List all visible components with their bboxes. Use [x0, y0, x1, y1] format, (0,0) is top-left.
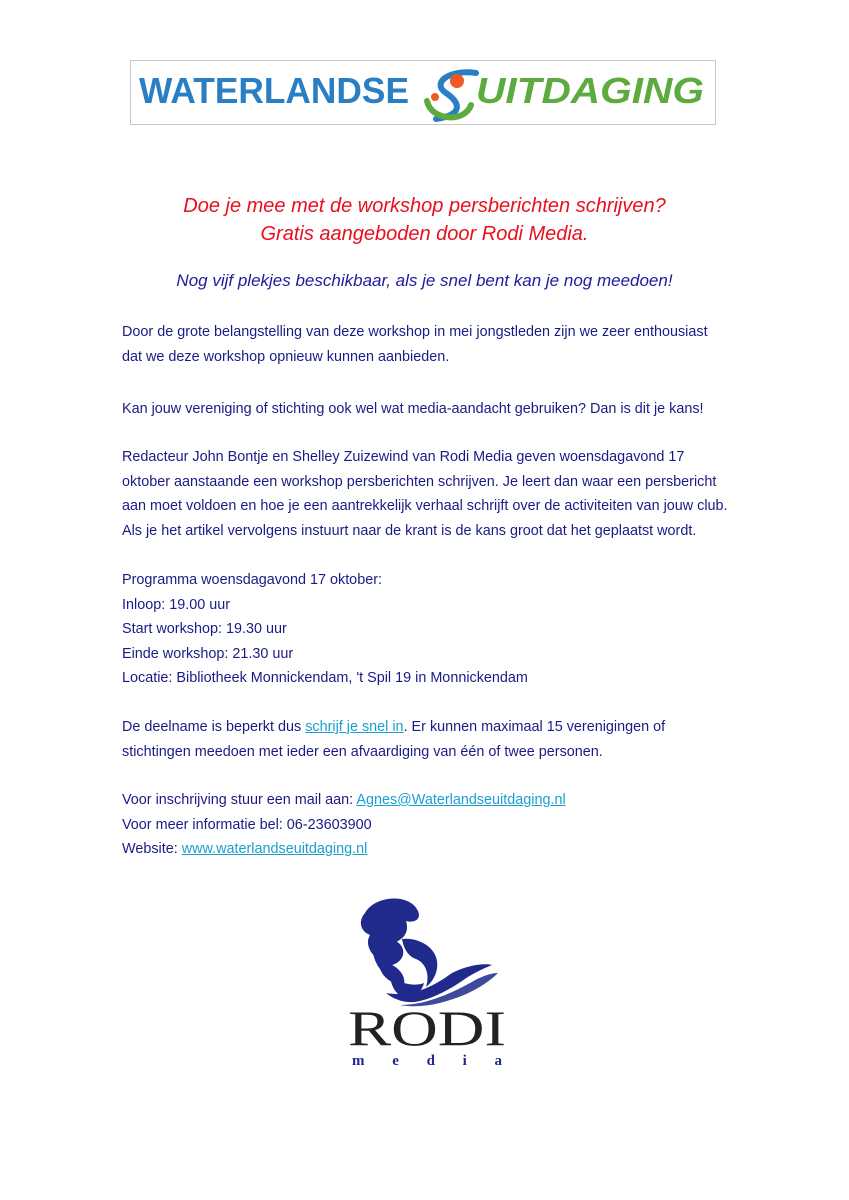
intro-line-2: dat we deze workshop opnieuw kunnen aanbieden.: [122, 348, 450, 365]
signup-link[interactable]: schrijf je snel in: [305, 719, 404, 735]
participation-line-1: [122, 715, 732, 740]
intro-line-1: Door de grote belangstelling van deze workshop in mei jongstleden zijn we zeer enthousiast: [122, 324, 708, 340]
logo-word-uitdaging: UITDAGING: [476, 70, 704, 111]
description-line-1: Redacteur John Bontje en Shelley Zuizewind van Rodi Media geven woensdagavond 17: [122, 449, 685, 465]
contact-phone-line: Voor meer informatie bel: 06-23603900: [122, 816, 372, 833]
participation-text-before: De deelname is beperkt dus: [122, 719, 306, 735]
waterlandse-logo-graphic: [131, 61, 715, 124]
mail-label: Voor inschrijving stuur een mail aan:: [122, 792, 357, 808]
question-paragraph: [122, 397, 732, 422]
participation-line-2: stichtingen meedoen met ieder een afvaardiging van één of twee personen.: [122, 743, 603, 760]
question-line: Kan jouw vereniging of stichting ook wel wat media-aandacht gebruiken? Dan is dit je kans!: [122, 401, 704, 417]
description-line-4: Als je het artikel vervolgens instuurt naar de krant is de kans groot dat het geplaatst wordt.: [122, 522, 697, 539]
availability-note: Nog vijf plekjes beschikbaar, als je snel bent kan je nog meedoen!: [176, 271, 673, 290]
program-end: Einde workshop: 21.30 uur: [122, 645, 294, 662]
program-section: [122, 568, 732, 691]
waterlandse-uitdaging-logo: [130, 60, 716, 125]
participation-paragraph: [122, 715, 732, 764]
headline-line-1: Doe je mee met de workshop persberichten schrijven?: [183, 195, 666, 217]
website-link[interactable]: www.waterlandseuitdaging.nl: [181, 841, 368, 857]
logo-swirl-icon: [427, 72, 476, 119]
rodi-logo-graphic: [340, 893, 515, 1073]
description-line-3: aan moet voldoen en hoe je een aantrekkelijk verhaal schrijft over de activiteiten van jouw club.: [122, 498, 728, 514]
contact-section: [122, 788, 732, 862]
rodi-media-sub: m e d i a: [352, 1053, 502, 1069]
description-line-2: oktober aanstaande een workshop persberichten schrijven. Je leert dan waar een persbericht: [122, 473, 717, 490]
program-location: Locatie: Bibliotheek Monnickendam, 't Spil 19 in Monnickendam: [122, 670, 528, 686]
program-title: Programma woensdagavond 17 oktober:: [122, 572, 382, 588]
rodi-media-logo: [340, 893, 515, 1073]
email-link[interactable]: Agnes@Waterlandseuitdaging.nl: [356, 792, 566, 808]
description-paragraph: [122, 445, 732, 543]
logo-word-waterlandse: WATERLANDSE: [139, 70, 409, 111]
contact-website-line: [122, 837, 732, 862]
rodi-faces-icon: [361, 898, 498, 1006]
website-label: Website:: [122, 841, 182, 857]
program-start: Start workshop: 19.30 uur: [122, 621, 287, 637]
rodi-wordmark: RODI: [348, 1000, 506, 1056]
headline-line-2: Gratis aangeboden door Rodi Media.: [260, 223, 589, 245]
program-inloop: Inloop: 19.00 uur: [122, 596, 231, 613]
intro-paragraph: [122, 320, 732, 369]
participation-text-after: . Er kunnen maximaal 15 verenigingen of: [403, 719, 666, 735]
contact-mail-line: [122, 788, 732, 813]
